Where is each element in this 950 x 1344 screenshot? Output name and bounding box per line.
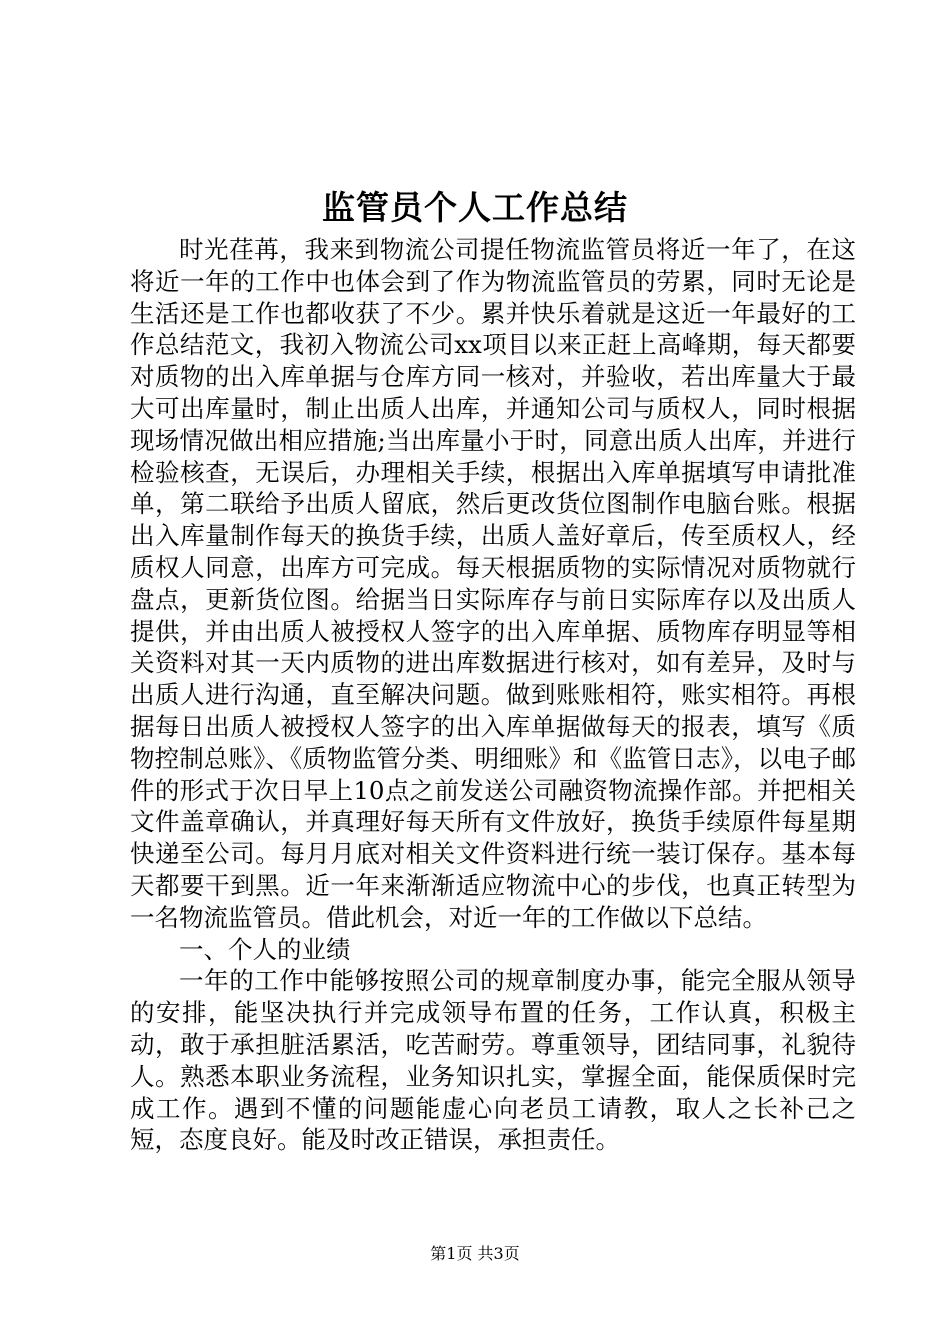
document-body: [130, 234, 856, 1156]
page-footer: 第1页 共3页: [430, 1244, 520, 1263]
paragraph-intro: 时光荏苒，我来到物流公司提任物流监管员将近一年了，在这将近一年的工作中也体会到了作为物流监管员的劳累，同时无论是生活还是工作也都收获了不少。累并快乐着就是这近一年最好的工作总结范文，我初入物流公司xx项目以来正赶上高峰期，每天都要对质物的出入库单据与仓库方同一核对，并验收，若出库量大于最大可出库量时，制止出质人出库，并通知公司与质权人，同时根据现场情况做出相应措施;当出库量小于时，同意出质人出库，并进行检验核查，无误后，办理相关手续，根据出入库单据填写申请批准单，第二联给予出质人留底，然后更改货位图制作电脑台账。根据出入库量制作每天的换货手续，出质人盖好章后，传至质权人，经质权人同意，出库方可完成。每天根据质物的实际情况对质物就行盘点，更新货位图。给据当日实际库存与前日实际库存以及出质人提供，并由出质人被授权人签字的出入库单据、质物库存明显等相关资料对其一天内质物的进出库数据进行核对，如有差异，及时与出质人进行沟通，直至解决问题。做到账账相符，账实相符。再根据每日出质人被授权人签字的出入库单据做每天的报表，填写《质物控制总账》、《质物监管分类、明细账》和《监管日志》，以电子邮件的形式于次日早上10点之前发送公司融资物流操作部。并把相关文件盖章确认，并真理好每天所有文件放好，换货手续原件每星期快递至公司。每月月底对相关文件资料进行统一装订保存。基本每天都要干到黑。近一年来渐渐适应物流中心的步伐，也真正转型为一名物流监管员。借此机会，对近一年的工作做以下总结。: [130, 235, 856, 932]
paragraph-performance: 一年的工作中能够按照公司的规章制度办事，能完全服从领导的安排，能坚决执行并完成领导布置的任务，工作认真，积极主动，敢于承担脏活累活，吃苦耐劳。尊重领导，团结同事，礼貌待人。熟悉本职业务流程，业务知识扎实，掌握全面，能保质保时完成工作。遇到不懂的问题能虚心向老员工请教，取人之长补己之短，态度良好。能及时改正错误，承担责任。: [130, 966, 856, 1155]
section-heading-personal-performance: 一、个人的业绩: [179, 934, 351, 964]
document-title: 监管员个人工作总结: [322, 188, 628, 227]
